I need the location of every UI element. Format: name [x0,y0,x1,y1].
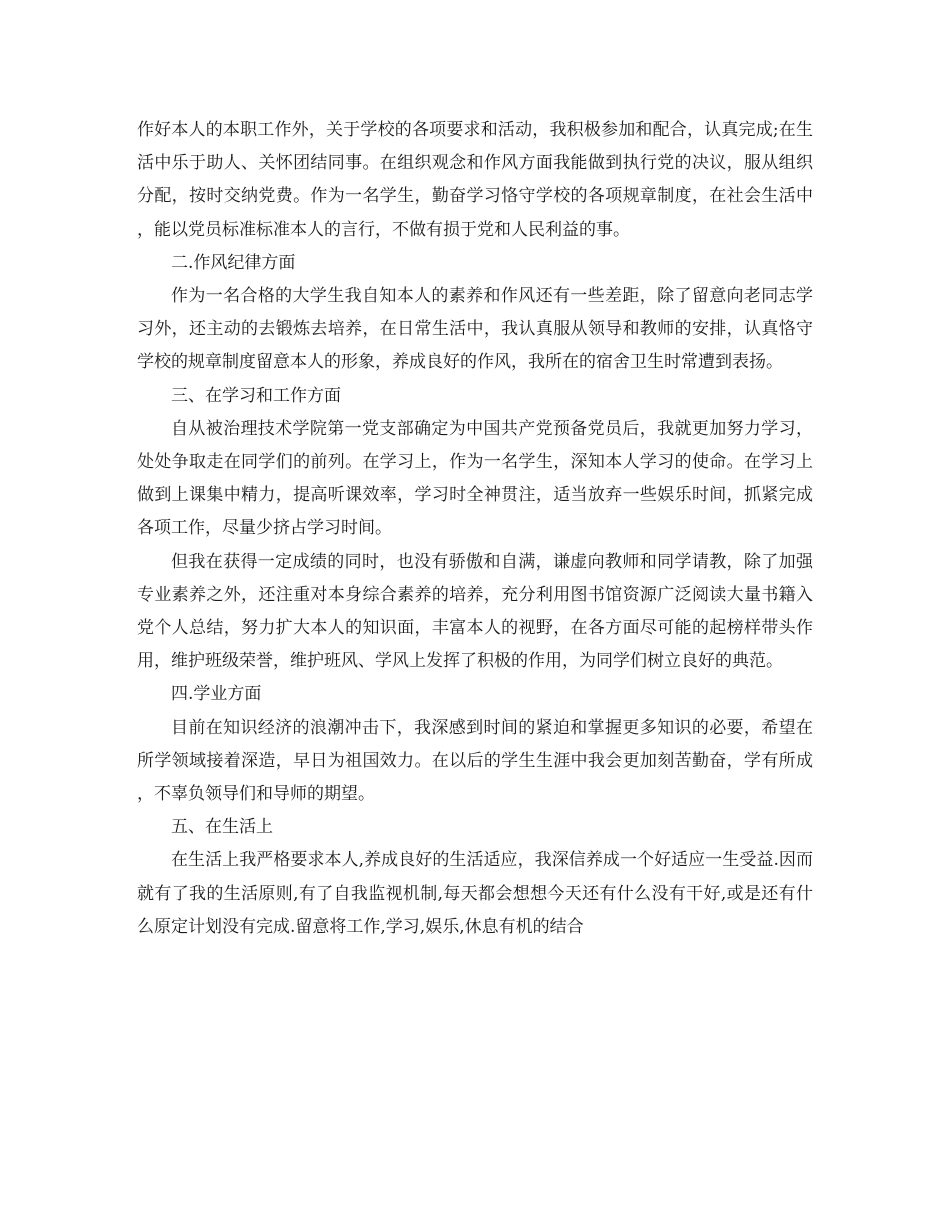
paragraph-academics: 目前在知识经济的浪潮冲击下，我深感到时间的紧迫和掌握更多知识的必要，希望在所学领域接着深造，早日为祖国效力。在以后的学生生涯中我会更加刻苦勤奋，学有所成，不辜负领导们和导师的期望。 [137,717,813,805]
section-heading-life: 五、在生活上 [171,817,273,838]
section-heading-study-work: 三、在学习和工作方面 [171,385,341,406]
paragraph-study-work-1: 自从被治理技术学院第一党支部确定为中国共产党预备党员后，我就更加努力学习，处处争取走在同学们的前列。在学习上，作为一名学生，深知本人学习的使命。在学习上做到上课集中精力，提高听课效率，学习时全神贯注，适当放弃一些娱乐时间，抓紧完成各项工作，尽量少挤占学习时间。 [137,418,813,539]
paragraph-study-work-2: 但我在获得一定成绩的同时，也没有骄傲和自满，谦虚向教师和同学请教，除了加强专业素养之外，还注重对本身综合素养的培养，充分利用图书馆资源广泛阅读大量书籍入党个人总结，努力扩大本人的知识面，丰富本人的视野，在各方面尽可能的起榜样带头作用，维护班级荣誉，维护班风、学风上发挥了积极的作用，为同学们树立良好的典范。 [137,551,813,672]
document-body [137,114,813,944]
paragraph-intro: 作好本人的本职工作外，关于学校的各项要求和活动，我积极参加和配合，认真完成;在生活中乐于助人、关怀团结同事。在组织观念和作风方面我能做到执行党的决议，服从组织分配，按时交纳党费。作为一名学生，勤奋学习恪守学校的各项规章制度，在社会生活中，能以党员标准标准本人的言行，不做有损于党和人民利益的事。 [137,120,813,240]
paragraph-life: 在生活上我严格要求本人,养成良好的生活适应，我深信养成一个好适应一生受益.因而就有了我的生活原则,有了自我监视机制,每天都会想想今天还有什么没有干好,或是还有什么原定计划没有完成.留意将工作,学习,娱乐,休息有机的结合 [137,850,813,937]
section-heading-academics: 四.学业方面 [171,684,262,705]
section-heading-work-discipline: 二.作风纪律方面 [171,252,296,273]
paragraph-work-discipline: 作为一名合格的大学生我自知本人的素养和作风还有一些差距，除了留意向老同志学习外，还主动的去锻炼去培养，在日常生活中，我认真服从领导和教师的安排，认真恪守学校的规章制度留意本人的形象，养成良好的作风，我所在的宿舍卫生时常遭到表扬。 [137,286,813,373]
